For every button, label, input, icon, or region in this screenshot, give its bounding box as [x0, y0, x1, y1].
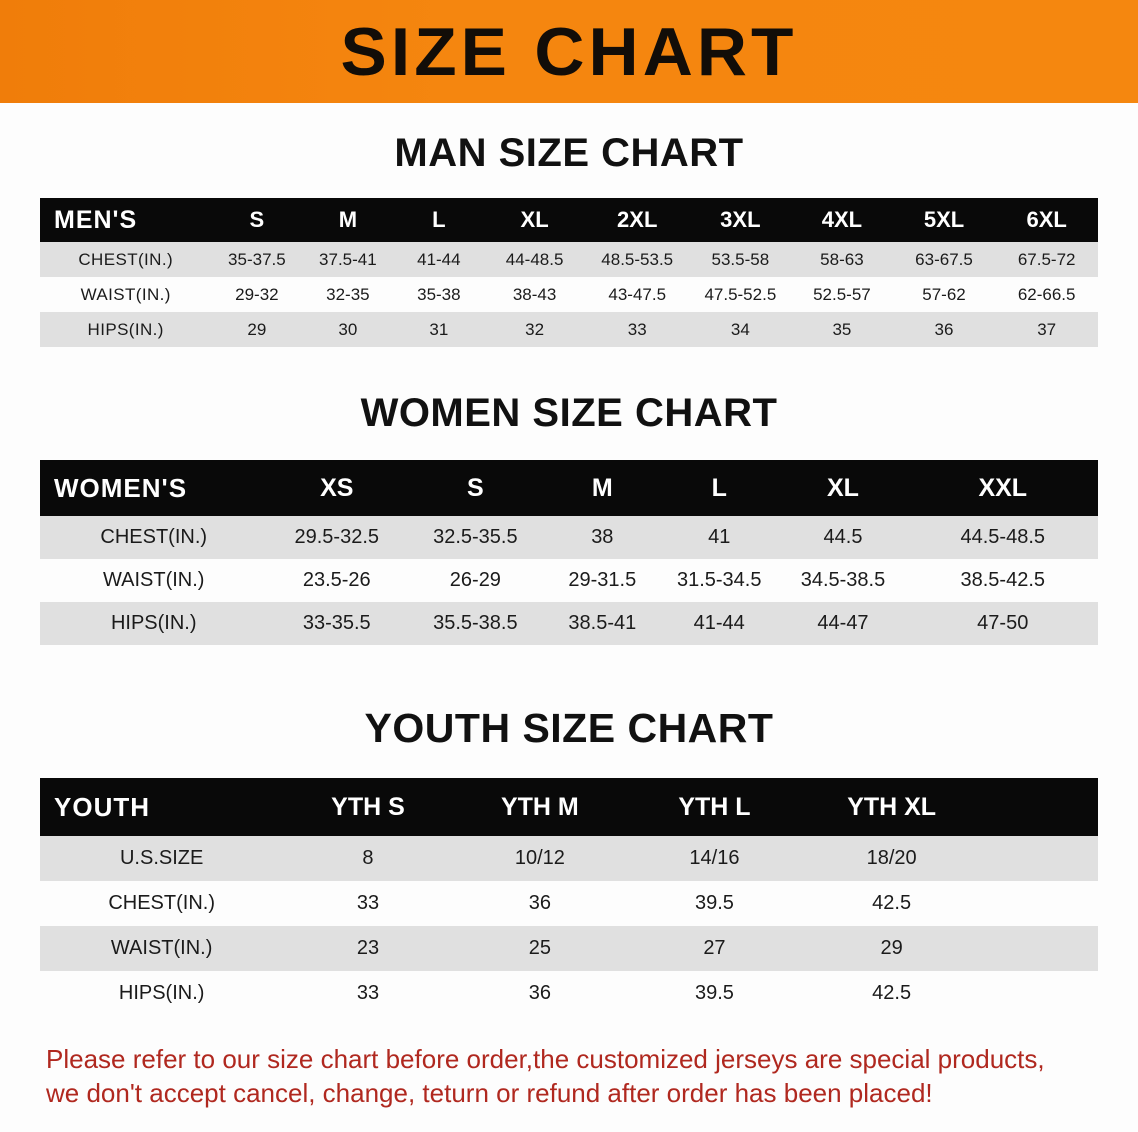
column-header: WOMEN'S	[40, 460, 267, 516]
column-header: 2XL	[585, 198, 690, 242]
youth-table-wrap	[0, 778, 1138, 1016]
disclaimer-note	[46, 1042, 1092, 1111]
row-label: HIPS(IN.)	[40, 312, 211, 347]
table-cell: 41-44	[393, 242, 484, 277]
column-header: M	[545, 460, 660, 516]
table-cell: 26-29	[406, 559, 545, 602]
column-header: YTH L	[627, 778, 802, 836]
table-cell: 32	[484, 312, 585, 347]
column-header: 5XL	[893, 198, 996, 242]
table-cell: 31	[393, 312, 484, 347]
table-cell: 37.5-41	[302, 242, 393, 277]
table-cell: 67.5-72	[995, 242, 1098, 277]
row-label: HIPS(IN.)	[40, 971, 283, 1016]
column-header: YTH XL	[802, 778, 982, 836]
table-row	[40, 277, 1098, 312]
table-cell: 38.5-41	[545, 602, 660, 645]
table-row	[40, 242, 1098, 277]
table-row	[40, 559, 1098, 602]
table-cell: 37	[995, 312, 1098, 347]
column-header: 6XL	[995, 198, 1098, 242]
table-row	[40, 312, 1098, 347]
column-header: L	[393, 198, 484, 242]
table-cell: 10/12	[453, 836, 628, 881]
women-table-wrap	[0, 460, 1138, 645]
column-header: XL	[778, 460, 907, 516]
man-size-table	[40, 198, 1098, 347]
table-header-row	[40, 198, 1098, 242]
table-cell: 33	[585, 312, 690, 347]
column-header: XS	[267, 460, 406, 516]
table-cell: 44-47	[778, 602, 907, 645]
table-cell: 31.5-34.5	[660, 559, 778, 602]
table-cell: 33-35.5	[267, 602, 406, 645]
table-header-row	[40, 460, 1098, 516]
table-cell: 33	[283, 971, 452, 1016]
table-cell: 38	[545, 516, 660, 559]
table-cell: 41-44	[660, 602, 778, 645]
table-cell: 48.5-53.5	[585, 242, 690, 277]
row-label: WAIST(IN.)	[40, 277, 211, 312]
table-cell: 23	[283, 926, 452, 971]
table-cell: 29-31.5	[545, 559, 660, 602]
table-cell: 35-38	[393, 277, 484, 312]
column-header: YTH S	[283, 778, 452, 836]
table-cell: 39.5	[627, 881, 802, 926]
table-row	[40, 926, 1098, 971]
women-size-table	[40, 460, 1098, 645]
table-cell: 29-32	[211, 277, 302, 312]
table-cell: 29	[802, 926, 982, 971]
column-header-spacer	[982, 778, 1098, 836]
table-cell: 44-48.5	[484, 242, 585, 277]
table-cell: 36	[893, 312, 996, 347]
table-header-row	[40, 778, 1098, 836]
table-row	[40, 971, 1098, 1016]
row-label: HIPS(IN.)	[40, 602, 267, 645]
table-cell: 34.5-38.5	[778, 559, 907, 602]
column-header: S	[406, 460, 545, 516]
man-section-title: MAN SIZE CHART	[394, 131, 744, 175]
table-cell: 27	[627, 926, 802, 971]
table-cell: 35.5-38.5	[406, 602, 545, 645]
table-cell: 39.5	[627, 971, 802, 1016]
column-header: XL	[484, 198, 585, 242]
table-cell: 29	[211, 312, 302, 347]
table-cell: 47-50	[908, 602, 1098, 645]
table-cell: 30	[302, 312, 393, 347]
column-header: L	[660, 460, 778, 516]
banner	[0, 0, 1138, 103]
row-label: CHEST(IN.)	[40, 242, 211, 277]
table-cell: 23.5-26	[267, 559, 406, 602]
row-label: CHEST(IN.)	[40, 881, 283, 926]
row-label: U.S.SIZE	[40, 836, 283, 881]
column-header: 3XL	[690, 198, 792, 242]
table-cell: 43-47.5	[585, 277, 690, 312]
page-title: SIZE CHART	[340, 13, 798, 90]
table-cell: 57-62	[893, 277, 996, 312]
table-cell: 63-67.5	[893, 242, 996, 277]
table-cell: 58-63	[791, 242, 893, 277]
disclaimer-line-2: we don't accept cancel, change, teturn or refund after order has been placed!	[46, 1078, 933, 1109]
table-cell-empty	[982, 881, 1098, 926]
table-cell: 35	[791, 312, 893, 347]
table-cell: 29.5-32.5	[267, 516, 406, 559]
column-header: S	[211, 198, 302, 242]
table-cell: 41	[660, 516, 778, 559]
table-cell: 52.5-57	[791, 277, 893, 312]
women-section-title: WOMEN SIZE CHART	[360, 391, 778, 435]
youth-section-title: YOUTH SIZE CHART	[364, 705, 774, 751]
man-table-wrap	[0, 198, 1138, 347]
column-header: YTH M	[453, 778, 628, 836]
table-cell: 44.5	[778, 516, 907, 559]
table-cell: 42.5	[802, 881, 982, 926]
table-cell: 18/20	[802, 836, 982, 881]
table-row	[40, 602, 1098, 645]
table-cell-empty	[982, 926, 1098, 971]
row-label: WAIST(IN.)	[40, 559, 267, 602]
table-cell-empty	[982, 971, 1098, 1016]
table-cell: 32.5-35.5	[406, 516, 545, 559]
table-cell: 33	[283, 881, 452, 926]
table-cell: 8	[283, 836, 452, 881]
table-cell-empty	[982, 836, 1098, 881]
row-label: CHEST(IN.)	[40, 516, 267, 559]
table-cell: 14/16	[627, 836, 802, 881]
column-header: XXL	[908, 460, 1098, 516]
table-cell: 38.5-42.5	[908, 559, 1098, 602]
table-cell: 32-35	[302, 277, 393, 312]
table-cell: 36	[453, 881, 628, 926]
column-header: M	[302, 198, 393, 242]
table-cell: 25	[453, 926, 628, 971]
youth-size-table	[40, 778, 1098, 1016]
column-header: 4XL	[791, 198, 893, 242]
column-header: MEN'S	[40, 198, 211, 242]
table-cell: 35-37.5	[211, 242, 302, 277]
table-cell: 36	[453, 971, 628, 1016]
table-row	[40, 881, 1098, 926]
table-cell: 62-66.5	[995, 277, 1098, 312]
disclaimer-line-1: Please refer to our size chart before order,the customized jerseys are special products,	[46, 1044, 1045, 1074]
table-cell: 42.5	[802, 971, 982, 1016]
table-cell: 53.5-58	[690, 242, 792, 277]
table-cell: 44.5-48.5	[908, 516, 1098, 559]
table-row	[40, 516, 1098, 559]
row-label: WAIST(IN.)	[40, 926, 283, 971]
table-cell: 34	[690, 312, 792, 347]
table-row	[40, 836, 1098, 881]
table-cell: 47.5-52.5	[690, 277, 792, 312]
column-header: YOUTH	[40, 778, 283, 836]
table-cell: 38-43	[484, 277, 585, 312]
